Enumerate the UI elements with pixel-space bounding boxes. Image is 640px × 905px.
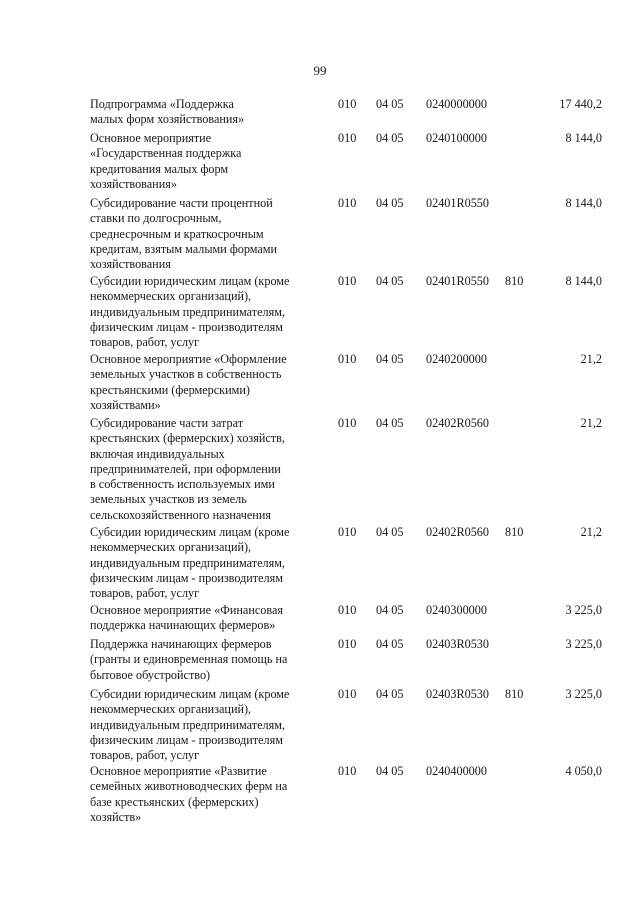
section-code: 04 05 <box>376 274 404 288</box>
section-code: 04 05 <box>376 97 404 111</box>
target-code: 02402R0560 <box>426 416 489 430</box>
row-name-line: сельскохозяйственного назначения <box>90 507 271 522</box>
row-name-line: поддержка начинающих фермеров» <box>90 618 276 633</box>
ministry-code: 010 <box>338 637 357 651</box>
expense-type-code: 810 <box>505 274 524 288</box>
row-name-line: Субсидии юридическим лицам (кроме <box>90 525 290 539</box>
amount: 21,2 <box>580 416 602 430</box>
row-name <box>90 416 320 523</box>
row-name <box>90 131 320 192</box>
row-name-line: некоммерческих организаций), <box>90 540 252 555</box>
row-name <box>90 764 320 825</box>
section-code: 04 05 <box>376 525 404 539</box>
section-code: 04 05 <box>376 416 404 430</box>
target-code: 0240100000 <box>426 131 487 145</box>
target-code: 02402R0560 <box>426 525 489 539</box>
ministry-code: 010 <box>338 525 357 539</box>
target-code: 02401R0550 <box>426 274 489 288</box>
amount: 21,2 <box>580 352 602 366</box>
section-code: 04 05 <box>376 196 404 210</box>
row-name <box>90 97 320 128</box>
amount: 21,2 <box>580 525 602 539</box>
row-name-line: бытовое обустройство) <box>90 667 211 682</box>
row-name-line: хозяйствования <box>90 257 171 272</box>
row-name-line: Подпрограмма «Поддержка <box>90 97 234 111</box>
expense-type-code: 810 <box>505 525 524 539</box>
row-name-line: крестьянских (фермерских) хозяйств, <box>90 431 285 446</box>
row-name-line: физическим лицам - производителям <box>90 319 283 334</box>
ministry-code: 010 <box>338 603 357 617</box>
row-name-line: товаров, работ, услуг <box>90 586 200 601</box>
row-name <box>90 274 320 350</box>
ministry-code: 010 <box>338 416 357 430</box>
row-name-line: Субсидирование части затрат <box>90 416 244 430</box>
row-name-line: крестьянскими (фермерскими) <box>90 382 250 397</box>
row-name-line: кредитам, взятым малыми формами <box>90 241 277 256</box>
ministry-code: 010 <box>338 196 357 210</box>
amount: 8 144,0 <box>565 274 602 288</box>
ministry-code: 010 <box>338 131 357 145</box>
amount: 17 440,2 <box>559 97 602 111</box>
row-name-line: Субсидии юридическим лицам (кроме <box>90 274 290 288</box>
target-code: 0240400000 <box>426 764 487 778</box>
section-code: 04 05 <box>376 131 404 145</box>
target-code: 02403R0530 <box>426 637 489 651</box>
row-name-line: хозяйств» <box>90 809 142 824</box>
section-code: 04 05 <box>376 637 404 651</box>
ministry-code: 010 <box>338 97 357 111</box>
ministry-code: 010 <box>338 274 357 288</box>
row-name-line: Основное мероприятие <box>90 131 212 145</box>
row-name-line: ставки по долгосрочным, <box>90 211 222 226</box>
section-code: 04 05 <box>376 764 404 778</box>
section-code: 04 05 <box>376 603 404 617</box>
row-name-line: семейных животноводческих ферм на <box>90 779 288 794</box>
row-name-line: земельных участков из земель <box>90 492 247 507</box>
row-name-line: физическим лицам - производителям <box>90 732 283 747</box>
row-name-line: Поддержка начинающих фермеров <box>90 637 272 651</box>
ministry-code: 010 <box>338 687 357 701</box>
row-name-line: товаров, работ, услуг <box>90 748 200 763</box>
row-name-line: (гранты и единовременная помощь на <box>90 652 288 667</box>
row-name <box>90 687 320 763</box>
ministry-code: 010 <box>338 764 357 778</box>
row-name <box>90 525 320 601</box>
row-name <box>90 352 320 413</box>
row-name-line: хозяйствования» <box>90 176 177 191</box>
row-name-line: товаров, работ, услуг <box>90 335 200 350</box>
row-name-line: индивидуальным предпринимателям, <box>90 304 285 319</box>
row-name-line: Основное мероприятие «Финансовая <box>90 603 283 617</box>
row-name-line: «Государственная поддержка <box>90 146 242 161</box>
target-code: 0240300000 <box>426 603 487 617</box>
row-name-line: Основное мероприятие «Развитие <box>90 764 267 778</box>
target-code: 02403R0530 <box>426 687 489 701</box>
row-name-line: кредитования малых форм <box>90 161 229 176</box>
amount: 3 225,0 <box>565 603 602 617</box>
row-name-line: предпринимателей, при оформлении <box>90 461 281 476</box>
section-code: 04 05 <box>376 352 404 366</box>
row-name-line: в собственность используемых ими <box>90 477 275 492</box>
amount: 8 144,0 <box>565 131 602 145</box>
row-name-line: Субсидии юридическим лицам (кроме <box>90 687 290 701</box>
target-code: 02401R0550 <box>426 196 489 210</box>
row-name <box>90 637 320 683</box>
section-code: 04 05 <box>376 687 404 701</box>
row-name-line: физическим лицам - производителям <box>90 570 283 585</box>
expense-type-code: 810 <box>505 687 524 701</box>
page-number: 99 <box>313 63 327 78</box>
amount: 4 050,0 <box>565 764 602 778</box>
row-name-line: индивидуальным предпринимателям, <box>90 555 285 570</box>
row-name-line: Основное мероприятие «Оформление <box>90 352 287 366</box>
row-name <box>90 196 320 272</box>
row-name-line: индивидуальным предпринимателям, <box>90 717 285 732</box>
ministry-code: 010 <box>338 352 357 366</box>
row-name-line: базе крестьянских (фермерских) <box>90 794 259 809</box>
row-name-line: включая индивидуальных <box>90 446 225 461</box>
row-name-line: среднесрочным и краткосрочным <box>90 226 264 241</box>
row-name <box>90 603 320 634</box>
amount: 3 225,0 <box>565 637 602 651</box>
target-code: 0240200000 <box>426 352 487 366</box>
amount: 3 225,0 <box>565 687 602 701</box>
row-name-line: земельных участков в собственность <box>90 367 282 382</box>
row-name-line: Субсидирование части процентной <box>90 196 273 210</box>
row-name-line: хозяйствами» <box>90 397 161 412</box>
amount: 8 144,0 <box>565 196 602 210</box>
target-code: 0240000000 <box>426 97 487 111</box>
row-name-line: некоммерческих организаций), <box>90 289 252 304</box>
row-name-line: некоммерческих организаций), <box>90 702 252 717</box>
row-name-line: малых форм хозяйствования» <box>90 112 245 127</box>
